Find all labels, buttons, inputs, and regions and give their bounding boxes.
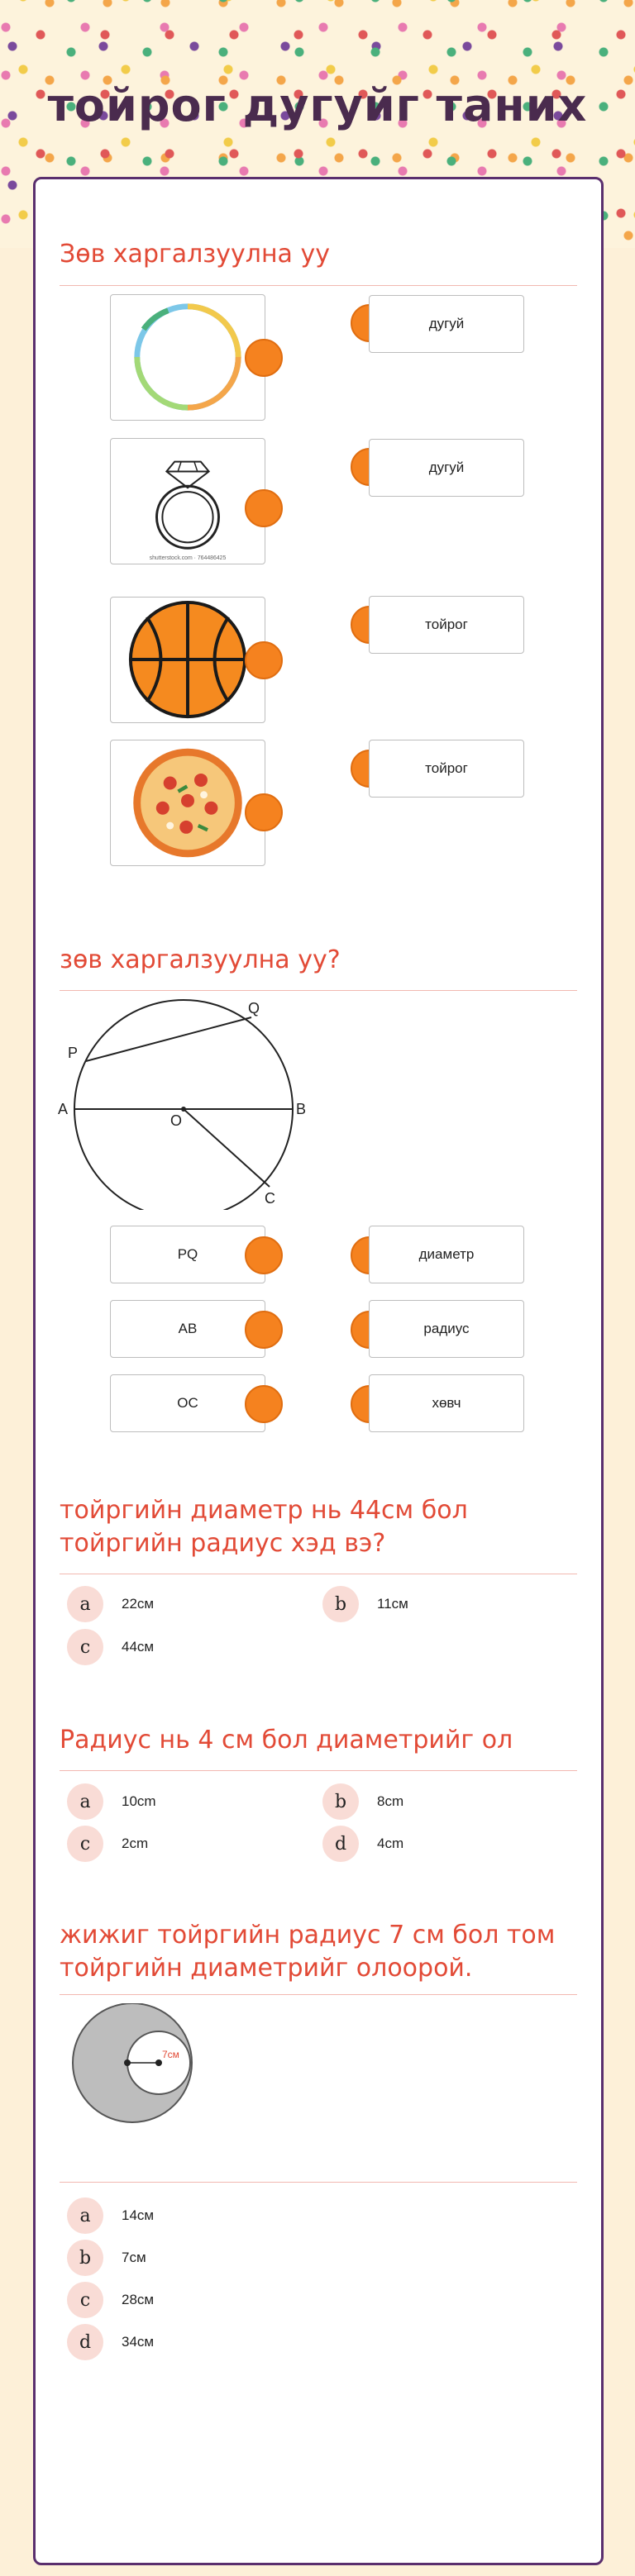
question-5-title-line-1: жижиг тойргийн радиус 7 см бол том (60, 1921, 556, 1950)
radius-label: 7см (162, 2049, 179, 2060)
q5-option-b[interactable] (67, 2239, 146, 2277)
q2-term-option-2[interactable]: радиус (369, 1300, 524, 1358)
question-4-title: Радиус нь 4 см бол диаметрийг ол (60, 1726, 513, 1755)
q4-option-c[interactable] (67, 1825, 148, 1863)
option-text: 10cm (122, 1793, 156, 1809)
question-1-divider (60, 285, 577, 286)
q2-segment-option-2[interactable]: AB (110, 1300, 265, 1358)
option-badge: b (67, 2240, 103, 2276)
option-badge: c (67, 1629, 103, 1665)
q1-left-dot-1[interactable] (245, 339, 283, 377)
q1-match-option-2[interactable]: дугуй (369, 439, 524, 497)
label-c: C (265, 1190, 275, 1207)
ring-image[interactable] (110, 438, 265, 564)
ring-caption: shutterstock.com · 764486425 (149, 555, 227, 562)
q3-option-b[interactable] (322, 1585, 408, 1623)
page-title: тойрог дугуйг таних (47, 79, 588, 131)
q1-match-option-3[interactable]: тойрог (369, 596, 524, 654)
option-badge: b (322, 1783, 359, 1820)
pizza-image[interactable] (110, 740, 265, 866)
option-badge: a (67, 1586, 103, 1622)
option-badge: a (67, 1783, 103, 1820)
option-text: 11см (377, 1596, 408, 1612)
q4-option-d[interactable] (322, 1825, 403, 1863)
q1-left-dot-4[interactable] (245, 793, 283, 831)
nested-circles-diagram (68, 2003, 200, 2127)
hoop-icon (111, 295, 265, 420)
q4-option-a[interactable] (67, 1783, 156, 1821)
q2-left-dot-3[interactable] (245, 1385, 283, 1423)
ring-icon (111, 439, 265, 564)
basketball-image[interactable] (110, 597, 265, 723)
option-badge: b (322, 1586, 359, 1622)
label-a: A (58, 1101, 69, 1117)
question-5-title-line-2: тойргийн диаметрийг олоорой. (60, 1954, 473, 1983)
q2-segment-option-1[interactable]: PQ (110, 1226, 265, 1283)
question-3-title-line-2: тойргийн радиус хэд вэ? (60, 1529, 386, 1558)
pizza-icon (111, 740, 265, 865)
q4-option-b[interactable] (322, 1783, 403, 1821)
question-3-title-line-1: тойргийн диаметр нь 44см бол (60, 1496, 468, 1525)
q1-match-option-1[interactable]: дугуй (369, 295, 524, 353)
question-5-title (60, 1919, 589, 1985)
option-text: 44см (122, 1639, 155, 1655)
q2-segment-option-3[interactable]: OC (110, 1374, 265, 1432)
option-badge: c (67, 2282, 103, 2318)
label-q: Q (248, 1000, 260, 1017)
q2-left-dot-2[interactable] (245, 1311, 283, 1349)
option-badge: d (322, 1826, 359, 1862)
q5-option-d[interactable] (67, 2323, 154, 2361)
q2-term-option-3[interactable]: хөвч (369, 1374, 524, 1432)
q1-match-option-4[interactable]: тойрог (369, 740, 524, 798)
option-text: 28см (122, 2292, 155, 2307)
q5-option-c[interactable] (67, 2281, 154, 2319)
q3-option-a[interactable] (67, 1585, 154, 1623)
q1-left-dot-3[interactable] (245, 641, 283, 679)
option-badge: c (67, 1826, 103, 1862)
question-2-title: зөв харгалзуулна уу? (60, 945, 341, 974)
option-text: 14см (122, 2207, 155, 2223)
q5-option-a[interactable] (67, 2197, 154, 2235)
label-o: O (170, 1112, 183, 1129)
label-b: B (296, 1101, 307, 1117)
option-text: 4cm (377, 1836, 404, 1851)
option-text: 2cm (122, 1836, 149, 1851)
option-text: 7см (122, 2250, 146, 2265)
q1-left-dot-2[interactable] (245, 489, 283, 527)
option-badge: d (67, 2324, 103, 2360)
label-p: P (68, 1045, 79, 1061)
q3-option-c[interactable] (67, 1628, 154, 1666)
hoop-image[interactable] (110, 294, 265, 421)
question-5-divider-bottom (60, 2182, 577, 2183)
circle-diagram (53, 995, 318, 1210)
question-4-divider (60, 1770, 577, 1771)
question-5-divider-top (60, 1994, 577, 1995)
q2-term-option-1[interactable]: диаметр (369, 1226, 524, 1283)
question-1-title: Зөв харгалзуулна уу (60, 240, 330, 269)
option-text: 8cm (377, 1793, 404, 1809)
question-3-title (60, 1494, 589, 1560)
option-text: 22см (122, 1596, 155, 1612)
option-badge: a (67, 2197, 103, 2234)
q2-left-dot-1[interactable] (245, 1236, 283, 1274)
question-2-divider (60, 990, 577, 991)
option-text: 34см (122, 2334, 155, 2350)
basketball-icon (111, 598, 265, 722)
